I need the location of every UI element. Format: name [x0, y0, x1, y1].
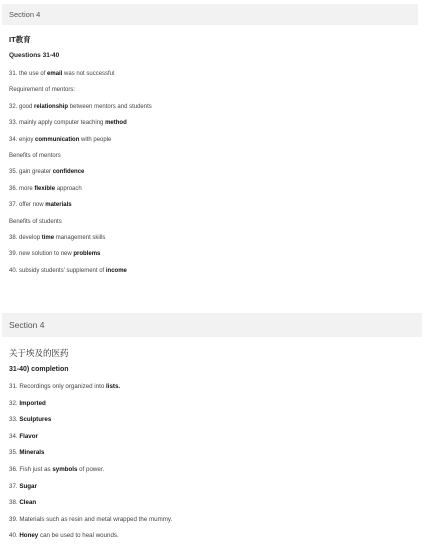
list-item: [9, 66, 448, 82]
line-text: 31. Recordings only organized into: [9, 383, 106, 390]
list-item: [9, 379, 448, 396]
line-text: 36. more: [9, 185, 35, 192]
section-1: [0, 4, 448, 279]
list-item: [9, 246, 448, 262]
line-text-tail: between mentors and students: [68, 103, 152, 110]
list-item: [9, 99, 448, 115]
answer-keyword: flexible: [34, 185, 56, 192]
answer-keyword: problems: [73, 251, 101, 258]
answer-keyword: materials: [45, 202, 72, 209]
list-item: [9, 197, 448, 213]
line-text: 36. Fish just as: [9, 465, 53, 473]
list-item: [9, 462, 448, 479]
list-item: [9, 396, 448, 413]
answer-keyword: email: [47, 71, 63, 77]
answer-keyword: communication: [35, 136, 80, 143]
line-text: Benefits of students: [9, 218, 62, 225]
answer-keyword: symbols: [52, 465, 78, 473]
line-text-tail: management skills: [54, 234, 106, 241]
answer-keyword: Flavor: [19, 432, 38, 440]
line-text: 37.: [9, 482, 20, 490]
section-2-lines: [9, 379, 448, 545]
list-item: [9, 115, 448, 131]
answer-keyword: relationship: [34, 103, 69, 110]
line-text: 35. gain greater: [9, 169, 53, 176]
list-item: [9, 528, 448, 545]
list-item: [9, 181, 448, 197]
answer-keyword: Minerals: [19, 449, 45, 457]
list-item: [9, 214, 448, 230]
list-item: [9, 445, 448, 462]
section-2: [0, 313, 448, 545]
list-item: [9, 479, 448, 496]
line-text: 40.: [9, 532, 20, 540]
list-item: [9, 132, 448, 148]
line-text-tail: of power.: [77, 465, 105, 473]
line-text: 34.: [9, 432, 20, 440]
section-1-topic: IT教育: [9, 35, 31, 44]
line-text: 34. enjoy: [9, 136, 36, 143]
line-text: 35.: [9, 449, 20, 457]
answer-keyword: lists.: [106, 383, 121, 390]
list-item: [9, 495, 448, 512]
line-text-tail: can be used to heal wounds.: [38, 532, 119, 540]
section-2-topic: 关于埃及的医药: [9, 348, 69, 358]
section-2-header: Section 4: [2, 313, 422, 337]
list-item: [9, 230, 448, 246]
line-text: 38. develop: [9, 234, 42, 241]
list-item: [9, 429, 448, 446]
list-item: [9, 263, 448, 279]
line-text: 33.: [9, 416, 20, 424]
list-item: [9, 82, 448, 98]
line-text: 39. new solution to new: [9, 251, 74, 258]
answer-keyword: Honey: [19, 532, 39, 540]
line-text-tail: approach: [55, 185, 82, 192]
section-1-lines: [9, 66, 448, 279]
line-text: 40. subsidy students' supplement of: [9, 267, 106, 274]
list-item: [9, 412, 448, 429]
line-text-tail: with people: [79, 136, 112, 143]
answer-keyword: Clean: [19, 499, 37, 507]
line-text: 39. Materials such as resin and metal wrapped the mummy.: [9, 515, 173, 523]
line-text: Benefits of mentors: [9, 152, 61, 159]
answer-keyword: Sculptures: [19, 416, 52, 424]
section-1-questions-heading: Questions 31-40: [9, 52, 60, 59]
section-2-questions-heading: 31-40) completion: [9, 366, 69, 373]
line-text: 37. offer now: [9, 202, 46, 209]
line-text: 32. good: [9, 103, 35, 110]
line-text: Requirement of mentors:: [9, 87, 76, 94]
answer-keyword: Sugar: [19, 482, 37, 490]
answer-keyword: method: [105, 120, 127, 127]
list-item: [9, 512, 448, 529]
answer-keyword: Imported: [19, 399, 46, 407]
line-text: 38.: [9, 499, 20, 507]
list-item: [9, 148, 448, 164]
line-text-tail: was not successful: [62, 71, 115, 77]
answer-keyword: confidence: [52, 169, 85, 176]
line-text: 32.: [9, 399, 20, 407]
answer-keyword: income: [105, 267, 127, 274]
line-text: 33. mainly apply computer teaching: [9, 120, 106, 127]
answer-keyword: time: [41, 234, 55, 241]
section-1-header: Section 4: [2, 4, 418, 25]
list-item: [9, 164, 448, 180]
line-text: 31. the use of: [9, 71, 48, 77]
